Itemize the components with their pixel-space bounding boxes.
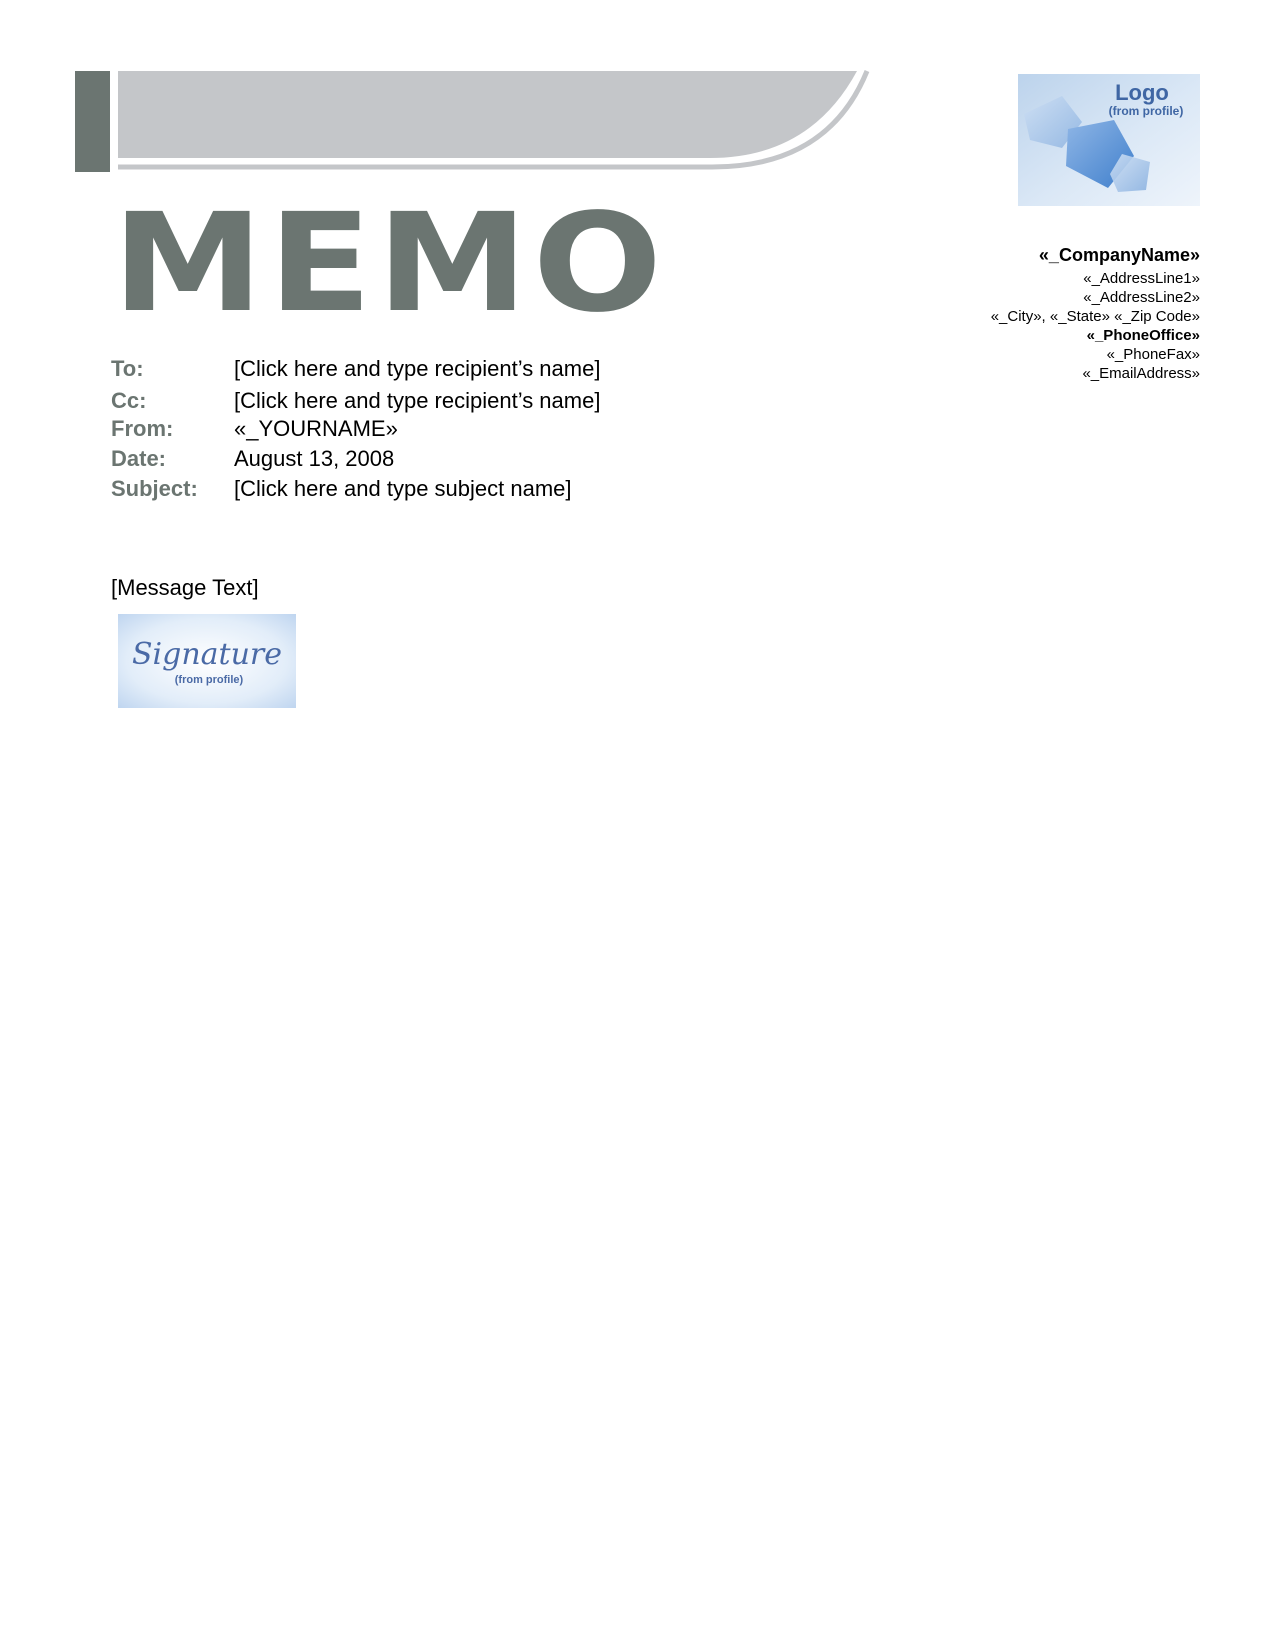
field-label-cc: Cc:: [111, 388, 147, 413]
message-text[interactable]: [Message Text]: [111, 575, 259, 600]
company-phone-office: «_PhoneOffice»: [1086, 327, 1200, 344]
header-banner-shape: [118, 71, 857, 158]
field-label-date: Date:: [111, 446, 167, 471]
field-label-subject: Subject:: [111, 476, 198, 501]
company-city-state-zip: «_City», «_State» «_Zip Code»: [990, 308, 1200, 325]
header-banner: [0, 0, 880, 180]
signature-subtext: (from profile): [174, 674, 244, 686]
field-value-to[interactable]: [Click here and type recipient’s name]: [234, 356, 601, 381]
field-value-from[interactable]: «_YOURNAME»: [234, 416, 398, 441]
signature-image: [118, 614, 296, 708]
company-address-line1: «_AddressLine1»: [1083, 270, 1200, 287]
field-value-subject[interactable]: [Click here and type subject name]: [234, 476, 572, 501]
company-name: «_CompanyName»: [1038, 245, 1200, 265]
field-label-to: To:: [111, 356, 144, 381]
logo-text: Logo: [1115, 80, 1169, 105]
signature-text: Signature: [131, 637, 283, 672]
field-value-date[interactable]: August 13, 2008: [234, 446, 395, 471]
company-email: «_EmailAddress»: [1082, 365, 1200, 382]
logo-image: [1018, 74, 1200, 206]
header-accent-bar: [75, 71, 110, 172]
field-value-cc[interactable]: [Click here and type recipient’s name]: [234, 388, 601, 413]
company-phone-fax: «_PhoneFax»: [1106, 346, 1200, 363]
company-info: [991, 242, 1200, 383]
field-label-from: From:: [111, 416, 174, 441]
page-title: MEMO: [112, 185, 667, 343]
company-address-line2: «_AddressLine2»: [1083, 289, 1200, 306]
logo-subtext: (from profile): [1108, 104, 1184, 118]
